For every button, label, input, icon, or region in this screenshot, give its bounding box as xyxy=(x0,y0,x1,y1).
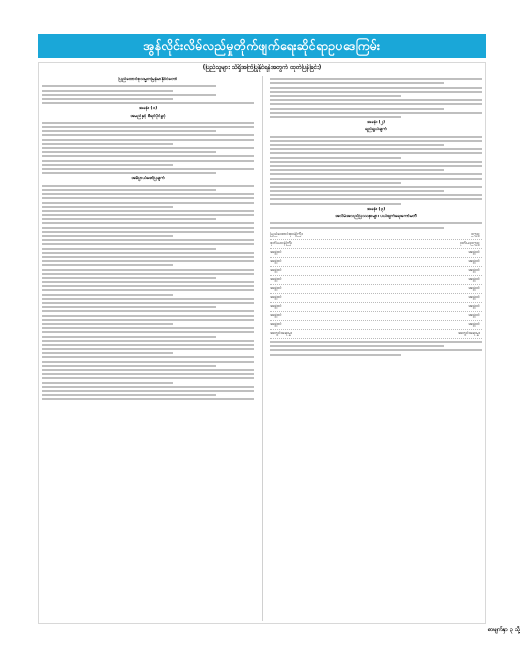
committee-row xyxy=(270,267,482,276)
body-line xyxy=(42,227,254,229)
heading-chapter-1: အခန်း (၁) xyxy=(138,106,158,112)
body-line xyxy=(270,103,482,105)
committee-row xyxy=(270,276,482,285)
body-line xyxy=(42,243,254,245)
body-line xyxy=(42,394,216,396)
body-line xyxy=(42,206,173,208)
body-line xyxy=(42,356,254,358)
body-line xyxy=(42,256,254,258)
body-line xyxy=(270,354,401,356)
body-line xyxy=(42,386,254,388)
committee-member-role: အဖွဲ့ဝင် xyxy=(468,267,480,273)
body-line xyxy=(42,189,216,191)
committee-member-role: အဖွဲ့ဝင် xyxy=(468,294,480,300)
heading-committee: အလိမ်အလည်ပြဿနာများ ပယ်ဖျက်ရေးကော်မတီ xyxy=(335,214,417,220)
committee-member-name: အဖွဲ့ဝင် xyxy=(270,285,282,291)
committee-member-name: ဒုတိယဝန်ကြီး xyxy=(270,240,293,246)
body-line xyxy=(42,302,254,304)
committee-member-role: အတွင်းရေးမှူး xyxy=(457,330,480,336)
body-line xyxy=(270,345,444,347)
body-line xyxy=(270,87,482,89)
body-line xyxy=(42,327,254,329)
body-line xyxy=(42,98,173,100)
body-line xyxy=(42,151,216,153)
body-line xyxy=(42,369,254,371)
body-line xyxy=(270,222,482,224)
heading-definitions: အဓိပ္ပာယ်ဖော်ပြချက် xyxy=(131,176,165,182)
body-line xyxy=(42,214,254,216)
body-line xyxy=(42,147,254,149)
body-line xyxy=(270,227,444,229)
body-line xyxy=(42,336,216,338)
body-line xyxy=(42,331,254,333)
body-line xyxy=(42,398,254,400)
committee-member-role: အဖွဲ့ဝင် xyxy=(468,312,480,318)
body-line xyxy=(42,310,254,312)
left-column xyxy=(42,76,254,621)
body-line xyxy=(270,349,482,351)
page-continuation-note: စာမျက်နှာ ၃ သို့ xyxy=(487,627,520,633)
body-line xyxy=(42,193,254,195)
committee-member-name: အဖွဲ့ဝင် xyxy=(270,258,282,264)
committee-member-name: အဖွဲ့ဝင် xyxy=(270,267,282,273)
body-line xyxy=(42,277,216,279)
committee-row xyxy=(270,249,482,258)
body-line xyxy=(42,352,173,354)
body-line xyxy=(42,126,254,128)
body-line xyxy=(270,190,444,192)
committee-member-role: အဖွဲ့ဝင် xyxy=(468,303,480,309)
committee-member-role: အဖွဲ့ဝင် xyxy=(468,249,480,255)
body-line xyxy=(42,382,173,384)
body-line xyxy=(42,130,216,132)
body-line xyxy=(42,273,254,275)
body-line xyxy=(42,365,216,367)
body-line xyxy=(270,165,482,167)
body-line xyxy=(42,344,254,346)
body-line xyxy=(270,99,482,101)
committee-member-name: အဖွဲ့ဝင် xyxy=(270,294,282,300)
body-line xyxy=(42,90,173,92)
column-divider xyxy=(262,76,263,621)
body-line xyxy=(270,91,482,93)
heading-state: ပြည်ထောင်စုသမ္မတမြန်မာနိုင်ငံတော် xyxy=(118,77,178,82)
body-line xyxy=(270,194,482,196)
heading-chapter-2: အခန်း (၂) xyxy=(366,120,386,126)
committee-row xyxy=(270,294,482,303)
committee-member-role: အဖွဲ့ဝင် xyxy=(468,258,480,264)
body-line xyxy=(42,218,216,220)
committee-member-role: အဖွဲ့ဝင် xyxy=(468,276,480,282)
body-line xyxy=(270,161,482,163)
committee-row xyxy=(270,303,482,312)
body-line xyxy=(270,178,482,180)
committee-member-name: အဖွဲ့ဝင် xyxy=(270,276,282,282)
body-line xyxy=(42,122,254,124)
document-banner-title: အွန်လိုင်းလိမ်လည်မှုတိုက်ဖျက်ရေးဆိုင်ရာဥပဒေကြမ်း xyxy=(38,34,486,58)
body-line xyxy=(42,252,254,254)
body-line xyxy=(270,198,482,200)
body-line xyxy=(270,152,482,154)
committee-member-role: ဒုတိယဥက္ကဋ္ဌ xyxy=(459,240,480,246)
committee-row xyxy=(270,240,482,249)
committee-member-name: အတွင်းရေးမှူး xyxy=(270,330,293,336)
body-line xyxy=(42,373,254,375)
body-line xyxy=(270,95,401,97)
body-line xyxy=(42,348,254,350)
body-line xyxy=(42,139,254,141)
body-line xyxy=(42,323,173,325)
body-line xyxy=(270,136,482,138)
body-line xyxy=(270,112,482,114)
committee-member-name: ပြည်ထောင်စုဝန်ကြီး xyxy=(270,231,303,237)
body-line xyxy=(42,289,254,291)
body-line xyxy=(42,94,216,96)
committee-row xyxy=(270,285,482,294)
committee-member-role: အဖွဲ့ဝင် xyxy=(468,321,480,327)
body-line xyxy=(270,157,401,159)
body-line xyxy=(42,85,216,87)
body-line xyxy=(270,341,482,343)
right-column xyxy=(270,76,482,621)
body-line xyxy=(42,168,254,170)
committee-member-name: အဖွဲ့ဝင် xyxy=(270,249,282,255)
body-line xyxy=(270,116,401,118)
body-line xyxy=(42,164,173,166)
heading-name-jurisdiction: အမည်နှင့် စီရင်ပိုင်ခွင့် xyxy=(130,113,166,119)
body-line xyxy=(270,186,482,188)
body-line xyxy=(42,185,254,187)
committee-member-role: အဖွဲ့ဝင် xyxy=(468,285,480,291)
body-line xyxy=(270,173,482,175)
committee-row xyxy=(270,330,482,339)
body-line xyxy=(42,298,254,300)
body-line xyxy=(270,140,482,142)
document-subtitle: (ပြည်သူများ သိရှိအကြံပြုနိုင်ရန်အတွက် ထုတ်ပြန်ခြင်း) xyxy=(202,64,322,71)
committee-row xyxy=(270,231,482,240)
body-line xyxy=(42,172,216,174)
body-line xyxy=(42,235,173,237)
body-line xyxy=(42,269,254,271)
heading-chapter-3: အခန်း (၃) xyxy=(366,206,386,212)
body-line xyxy=(42,155,254,157)
committee-row xyxy=(270,312,482,321)
body-line xyxy=(42,143,173,145)
body-line xyxy=(42,361,254,363)
committee-member-role: ဥက္ကဋ္ဌ xyxy=(470,231,480,237)
body-line xyxy=(270,144,444,146)
body-line xyxy=(42,197,254,199)
body-line xyxy=(42,319,254,321)
body-line xyxy=(270,203,401,205)
body-line xyxy=(42,377,254,379)
committee-member-name: အဖွဲ့ဝင် xyxy=(270,321,282,327)
body-line xyxy=(42,264,173,266)
committee-list xyxy=(270,231,482,339)
body-line xyxy=(42,340,254,342)
body-line xyxy=(42,285,254,287)
body-line xyxy=(42,294,173,296)
committee-member-name: အဖွဲ့ဝင် xyxy=(270,303,282,309)
body-line xyxy=(42,315,254,317)
body-line xyxy=(270,148,482,150)
body-line xyxy=(42,202,254,204)
body-line xyxy=(42,210,254,212)
heading-objectives: ရည်ရွယ်ချက် xyxy=(365,127,387,133)
body-line xyxy=(270,108,444,110)
body-line xyxy=(42,260,254,262)
body-line xyxy=(42,239,254,241)
committee-row xyxy=(270,321,482,330)
body-line xyxy=(270,78,482,80)
body-line xyxy=(42,390,254,392)
body-line xyxy=(42,281,254,283)
body-line xyxy=(42,248,216,250)
body-line xyxy=(270,182,401,184)
body-line xyxy=(42,306,216,308)
body-line xyxy=(270,82,444,84)
committee-row xyxy=(270,258,482,267)
body-line xyxy=(270,169,444,171)
body-line xyxy=(42,134,254,136)
body-line xyxy=(42,222,254,224)
committee-member-name: အဖွဲ့ဝင် xyxy=(270,312,282,318)
body-line xyxy=(42,231,254,233)
body-line xyxy=(42,102,254,104)
body-line xyxy=(42,160,254,162)
